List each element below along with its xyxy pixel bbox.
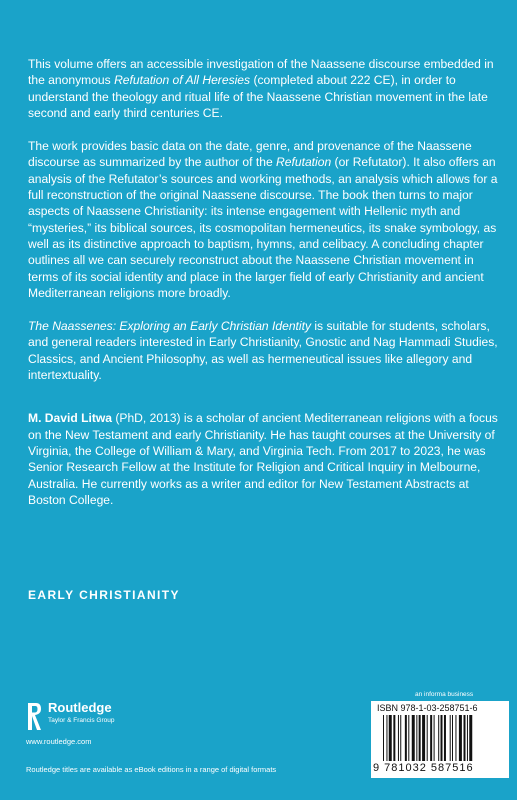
routledge-logo-icon bbox=[26, 702, 42, 732]
barcode-panel bbox=[371, 701, 509, 778]
barcode-icon bbox=[383, 715, 505, 761]
ebook-note: Routledge titles are available as eBook editions in a range of digital formats bbox=[26, 765, 277, 774]
book-title-reference: Refutation of All Heresies bbox=[114, 73, 251, 88]
subject-category: EARLY CHRISTIANITY bbox=[28, 588, 180, 602]
blurb-text: This volume offers an accessible investigation of the Naassene discourse embedded in the anonymous bbox=[28, 57, 494, 88]
publisher-group: Taylor & Francis Group bbox=[48, 717, 115, 724]
blurb-paragraph-1 bbox=[28, 56, 500, 121]
blurb-paragraph-2 bbox=[28, 138, 500, 301]
blurb-paragraph-3 bbox=[28, 318, 500, 383]
informa-tagline: an informa business bbox=[415, 691, 474, 698]
blurb-text: The work provides basic data on the date, genre, and provenance of the Naassene discourse as summarized by the author of the bbox=[28, 139, 472, 170]
blurb-text: (completed about 222 CE), in order to understand the theology and ritual life of the Naassene Christian movement in the late second and early third centuries CE. bbox=[28, 73, 488, 120]
book-title: The Naassenes: Exploring an Early Christian Identity bbox=[28, 319, 311, 334]
publisher-logo bbox=[26, 700, 146, 736]
author-name: M. David Litwa bbox=[28, 411, 112, 426]
isbn-label: ISBN 978-1-03-258751-6 bbox=[377, 703, 478, 713]
publisher-url: www.routledge.com bbox=[26, 737, 92, 746]
blurb bbox=[28, 56, 500, 525]
publisher-name: Routledge bbox=[48, 700, 112, 715]
book-title-reference: Refutation bbox=[276, 155, 332, 170]
author-bio bbox=[28, 410, 500, 508]
barcode-number: 9 781032 587516 bbox=[373, 762, 474, 774]
author-bio-text: (PhD, 2013) is a scholar of ancient Mediterranean religions with a focus on the New Testament and early Christianity. He has taught courses at the University of Virginia, the College of William & Mary, and Virginia Tech. From 2017 to 2023, he was Senior Research Fellow at the Institute for Religion and Critical Inquiry in Melbourne, Australia. He currently works as a writer and editor for New Testament Abstracts at Boston College. bbox=[28, 411, 498, 507]
blurb-text: is suitable for students, scholars, and general readers interested in Early Christianity, Gnostic and Nag Hammadi Studies, Classics, and Ancient Philosophy, as well as hermeneutical issues like allegory and intertextuality. bbox=[28, 319, 498, 383]
blurb-text: (or Refutator). It also offers an analysis of the Refutator’s sources and working methods, an analysis which allows for a full reconstruction of the original Naassene discourse. The book then turns to major aspects of Naassene Christianity: its intense engagement with Hellenic myth and “mysteries,” its biblical sources, its cosmopolitan hermeneutics, its snake symbology, as well as its distinctive approach to baptism, hymns, and celibacy. A concluding chapter outlines all we can securely reconstruct about the Naassene Christian movement in terms of its social identity and place in the larger field of early Christianity and ancient Mediterranean religions more broadly. bbox=[28, 155, 498, 300]
